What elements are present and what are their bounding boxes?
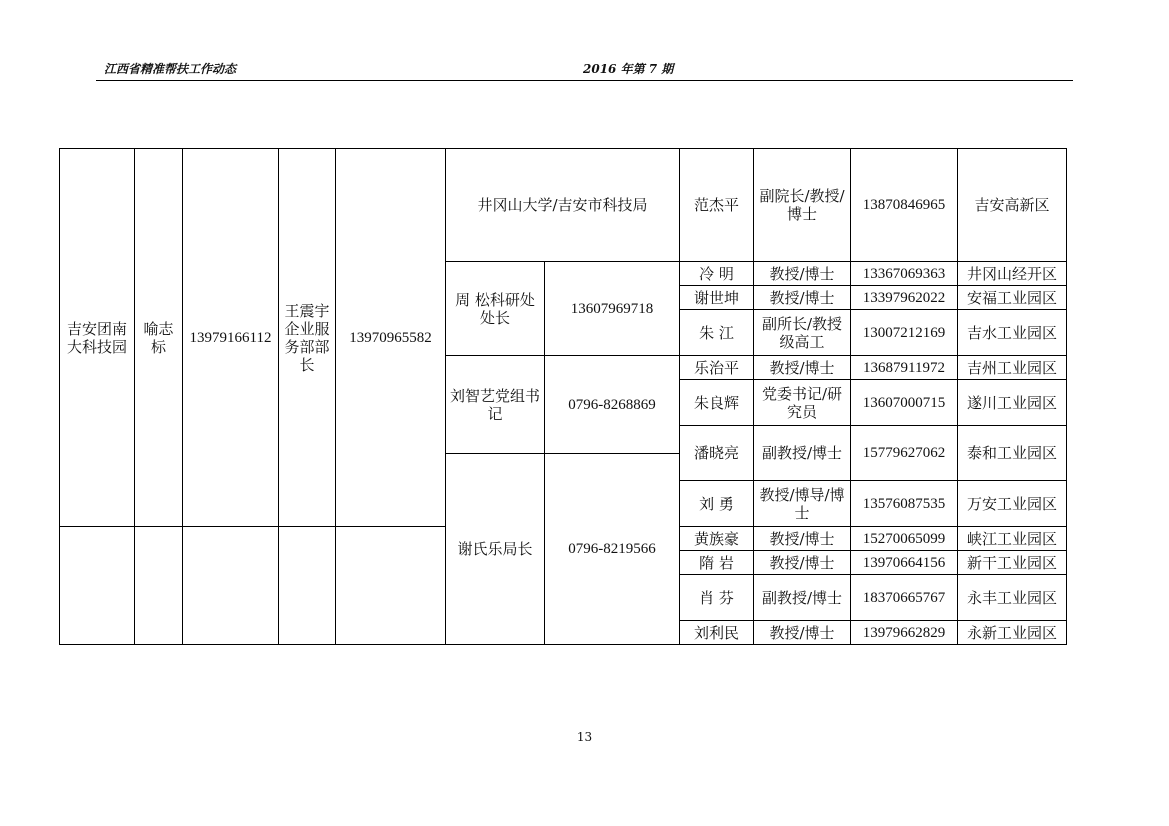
expert-area: 吉州工业园区 <box>958 356 1067 380</box>
expert-phone: 18370665767 <box>851 575 958 621</box>
expert-area: 峡江工业园区 <box>958 527 1067 551</box>
top-unit: 井冈山大学/吉安市科技局 <box>446 149 680 262</box>
expert-title: 副教授/博士 <box>754 426 851 481</box>
expert-title: 副所长/教授级高工 <box>754 310 851 356</box>
expert-title: 副教授/博士 <box>754 575 851 621</box>
expert-phone: 13607000715 <box>851 380 958 426</box>
expert-title: 副院长/教授/博士 <box>754 149 851 262</box>
expert-phone: 13576087535 <box>851 481 958 527</box>
expert-name: 隋 岩 <box>680 551 754 575</box>
expert-area: 遂川工业园区 <box>958 380 1067 426</box>
expert-title: 教授/博导/博士 <box>754 481 851 527</box>
expert-name: 冷 明 <box>680 262 754 286</box>
expert-name: 朱 江 <box>680 310 754 356</box>
empty-cell <box>183 527 279 645</box>
publication-title: 江西省精准帮扶工作动态 <box>104 62 237 76</box>
issue-label: 2016 年第 7 期 <box>583 62 674 76</box>
expert-phone: 13870846965 <box>851 149 958 262</box>
expert-area: 永丰工业园区 <box>958 575 1067 621</box>
expert-name: 刘利民 <box>680 621 754 645</box>
expert-area: 泰和工业园区 <box>958 426 1067 481</box>
page-number: 13 <box>576 730 593 744</box>
expert-title: 教授/博士 <box>754 356 851 380</box>
expert-phone: 15779627062 <box>851 426 958 481</box>
expert-area: 永新工业园区 <box>958 621 1067 645</box>
group-phone: 0796-8268869 <box>545 356 680 454</box>
empty-cell <box>135 527 183 645</box>
group-phone: 13607969718 <box>545 262 680 356</box>
expert-area: 万安工业园区 <box>958 481 1067 527</box>
expert-title: 教授/博士 <box>754 527 851 551</box>
group-leader: 刘智艺党组书记 <box>446 356 545 454</box>
expert-name: 肖 芬 <box>680 575 754 621</box>
expert-name: 潘晓亮 <box>680 426 754 481</box>
expert-title: 党委书记/研究员 <box>754 380 851 426</box>
park-name: 吉安团南大科技园 <box>60 149 135 527</box>
expert-phone: 13979662829 <box>851 621 958 645</box>
park-phone: 13979166112 <box>183 149 279 527</box>
expert-name: 乐治平 <box>680 356 754 380</box>
expert-phone: 15270065099 <box>851 527 958 551</box>
park-contact: 喻志标 <box>135 149 183 527</box>
empty-cell <box>336 527 446 645</box>
expert-phone: 13007212169 <box>851 310 958 356</box>
expert-name: 朱良辉 <box>680 380 754 426</box>
expert-name: 黄族豪 <box>680 527 754 551</box>
expert-title: 教授/博士 <box>754 286 851 310</box>
expert-phone: 13970664156 <box>851 551 958 575</box>
expert-name: 谢世坤 <box>680 286 754 310</box>
group-leader: 周 松科研处处长 <box>446 262 545 356</box>
group-leader: 谢氏乐局长 <box>446 454 545 645</box>
expert-area: 新干工业园区 <box>958 551 1067 575</box>
expert-area: 吉安高新区 <box>958 149 1067 262</box>
expert-title: 教授/博士 <box>754 551 851 575</box>
expert-area: 安福工业园区 <box>958 286 1067 310</box>
contact-table <box>59 148 1067 645</box>
enterprise-phone: 13970965582 <box>336 149 446 527</box>
empty-cell <box>279 527 336 645</box>
expert-name: 刘 勇 <box>680 481 754 527</box>
expert-title: 教授/博士 <box>754 262 851 286</box>
expert-name: 范杰平 <box>680 149 754 262</box>
expert-phone: 13397962022 <box>851 286 958 310</box>
expert-phone: 13687911972 <box>851 356 958 380</box>
expert-title: 教授/博士 <box>754 621 851 645</box>
expert-phone: 13367069363 <box>851 262 958 286</box>
header-rule <box>96 80 1073 81</box>
enterprise-contact: 王震宇企业服务部部长 <box>279 149 336 527</box>
group-phone: 0796-8219566 <box>545 454 680 645</box>
expert-area: 吉水工业园区 <box>958 310 1067 356</box>
empty-cell <box>60 527 135 645</box>
expert-area: 井冈山经开区 <box>958 262 1067 286</box>
